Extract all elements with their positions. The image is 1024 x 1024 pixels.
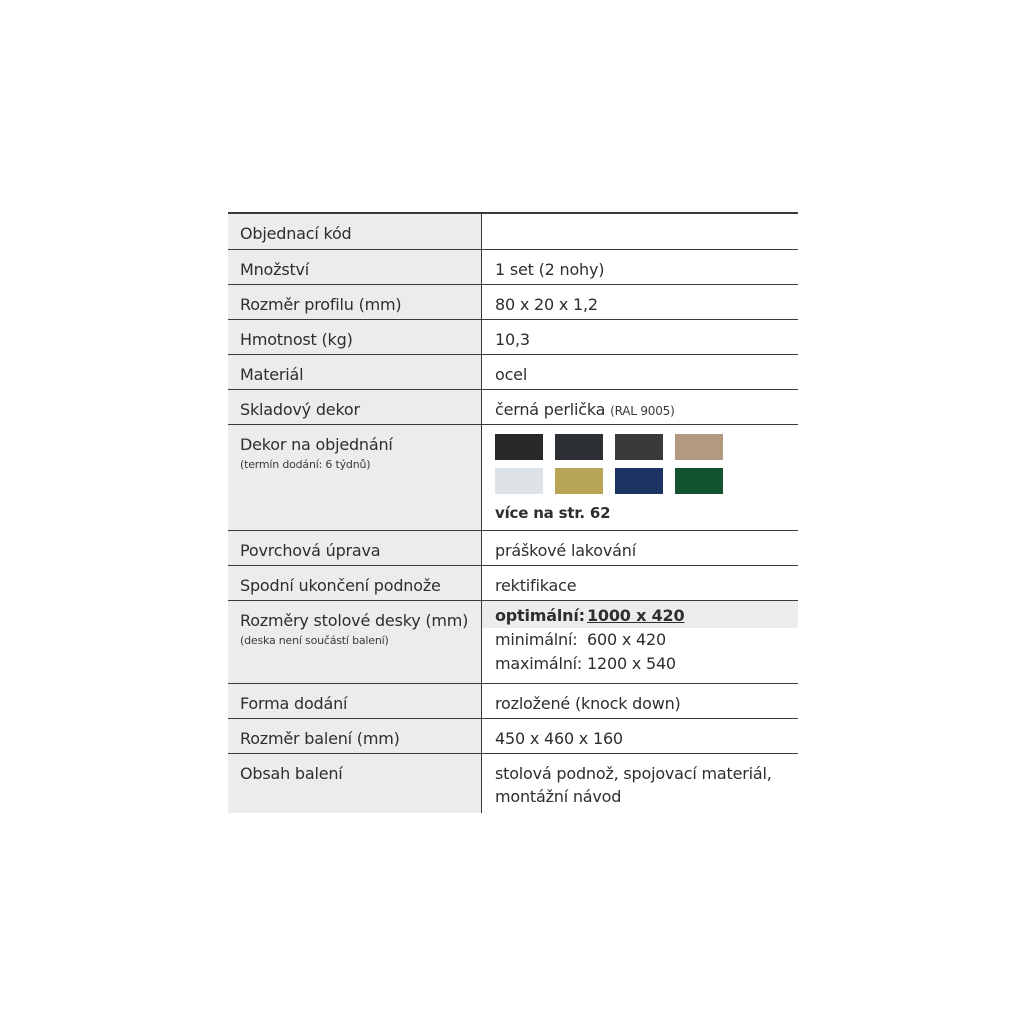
row-label: Objednací kód [228,214,482,249]
gold-swatch [555,468,603,494]
spec-table [228,212,798,813]
row-label: Skladový dekor [228,390,482,424]
row-label: Množství [228,250,482,284]
row-label: Spodní ukončení podnože [228,566,482,600]
row-value: rozložené (knock down) [495,694,681,713]
row-label: Forma dodání [228,684,482,718]
row-value [482,754,798,813]
minimal-dimension [482,628,798,652]
optimal-value: 1000 x 420 [587,606,685,625]
row-value [482,214,798,249]
row-label-text: Dekor na objednání [240,435,393,454]
row-value: 80 x 20 x 1,2 [495,295,598,314]
package-contents-line-2: montážní návod [495,787,622,806]
row-package-contents [228,754,798,813]
minimal-label: minimální: [495,630,578,649]
stock-decor-name: černá perlička [495,400,606,419]
graphite-swatch [615,434,663,460]
row-value: 10,3 [495,330,530,349]
beige-swatch [675,434,723,460]
row-label [228,425,482,530]
row-label: Povrchová úprava [228,531,482,565]
row-label: Materiál [228,355,482,389]
row-foot-ending [228,566,798,601]
ral-code: (RAL 9005) [610,404,675,418]
row-order-code [228,214,798,250]
row-material [228,355,798,390]
row-weight [228,320,798,355]
row-label-text: Rozměry stolové desky (mm) [240,611,469,630]
row-value: 450 x 460 x 160 [495,729,623,748]
maximal-dimension [482,652,798,676]
row-surface-finish [228,531,798,566]
row-label: Hmotnost (kg) [228,320,482,354]
row-tabletop-dimensions [228,601,798,684]
package-contents-line-1: stolová podnož, spojovací materiál, [495,764,772,783]
row-value [482,390,798,424]
decor-options [482,425,798,530]
row-value: 1 set (2 nohy) [495,260,605,279]
row-label [228,601,482,683]
row-stock-decor [228,390,798,425]
delivery-term-note: (termín dodání: 6 týdnů) [240,458,371,471]
optimal-label: optimální: [495,606,585,625]
row-value: ocel [495,365,528,384]
maximal-value: 1200 x 540 [587,654,676,673]
row-label: Obsah balení [228,754,482,813]
light-grey-swatch [495,468,543,494]
swatch-grid [495,434,798,494]
black-textured-swatch [495,434,543,460]
anthracite-swatch [555,434,603,460]
optimal-dimension [482,601,798,628]
row-value: práškové lakování [495,541,636,560]
row-decor-on-order [228,425,798,531]
row-value: rektifikace [495,576,577,595]
dark-green-swatch [675,468,723,494]
row-quantity [228,250,798,285]
tabletop-dimension-values [482,601,798,683]
row-package-size [228,719,798,754]
navy-swatch [615,468,663,494]
row-profile-size [228,285,798,320]
more-decors-reference: více na str. 62 [495,504,611,522]
minimal-value: 600 x 420 [587,630,666,649]
tabletop-not-included-note: (deska není součástí balení) [240,634,389,647]
row-label: Rozměr balení (mm) [228,719,482,753]
maximal-label: maximální: [495,654,583,673]
row-label: Rozměr profilu (mm) [228,285,482,319]
row-delivery-form [228,684,798,719]
